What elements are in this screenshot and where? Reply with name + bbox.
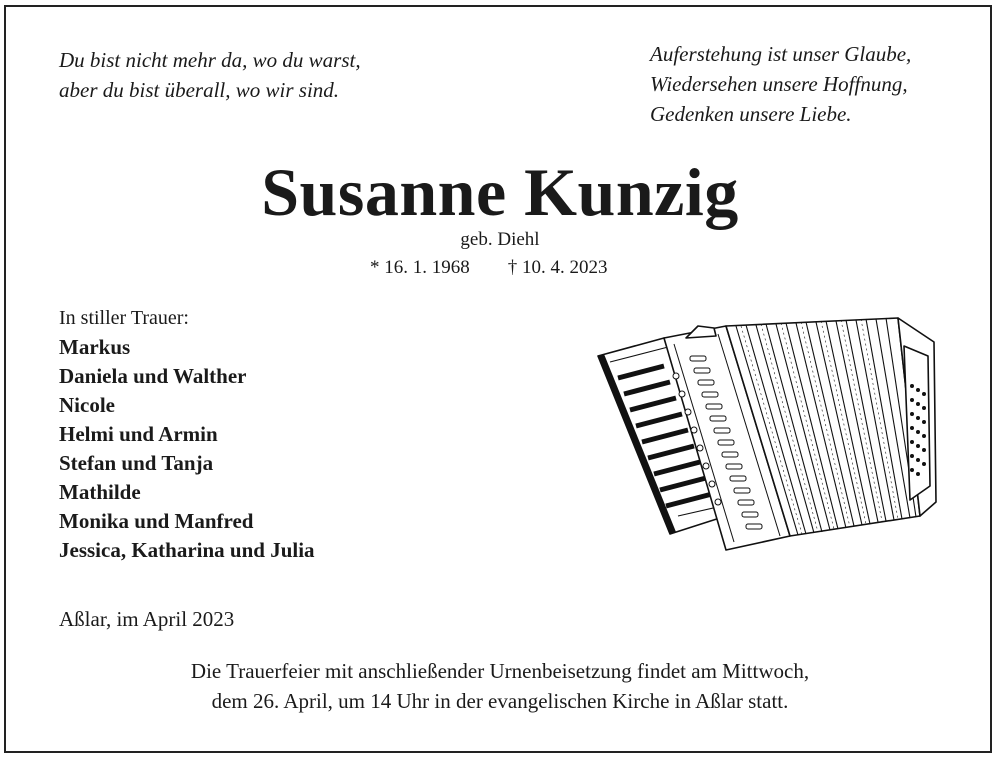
quote-left-line: aber du bist überall, wo wir sind. (59, 78, 340, 102)
quote-left-line: Du bist nicht mehr da, wo du warst, (59, 48, 361, 72)
mourner-name: Markus (59, 335, 131, 359)
birth-date: * 16. 1. 1968 (370, 257, 470, 278)
life-dates (370, 256, 608, 280)
mourner-list (59, 333, 315, 565)
mourner-name: Jessica, Katharina und Julia (59, 538, 315, 562)
accordion-icon (594, 316, 939, 556)
maiden-name: geb. Diehl (460, 229, 540, 250)
mourner-name: Nicole (59, 393, 115, 417)
ceremony-line: Die Trauerfeier mit anschließender Urnenbeisetzung findet am Mittwoch, (190, 659, 810, 683)
ceremony-notice (0, 656, 1000, 716)
quote-right-line: Gedenken unsere Liebe. (650, 102, 852, 126)
mourner-name: Mathilde (59, 480, 141, 504)
quote-right-line: Auferstehung ist unser Glaube, (650, 42, 912, 66)
mourner-name: Helmi und Armin (59, 422, 218, 446)
mourner-name: Monika und Manfred (59, 509, 254, 533)
ceremony-line: dem 26. April, um 14 Uhr in der evangelischen Kirche in Aßlar statt. (211, 689, 789, 713)
mourner-name: Stefan und Tanja (59, 451, 214, 475)
death-date: † 10. 4. 2023 (507, 257, 608, 278)
place-date: Aßlar, im April 2023 (59, 607, 235, 631)
mourning-label: In stiller Trauer: (59, 307, 189, 329)
mourner-name: Daniela und Walther (59, 364, 247, 388)
deceased-name: Susanne Kunzig (261, 154, 739, 230)
quote-right (650, 39, 911, 129)
quote-left (59, 45, 361, 105)
quote-right-line: Wiedersehen unsere Hoffnung, (650, 72, 908, 96)
